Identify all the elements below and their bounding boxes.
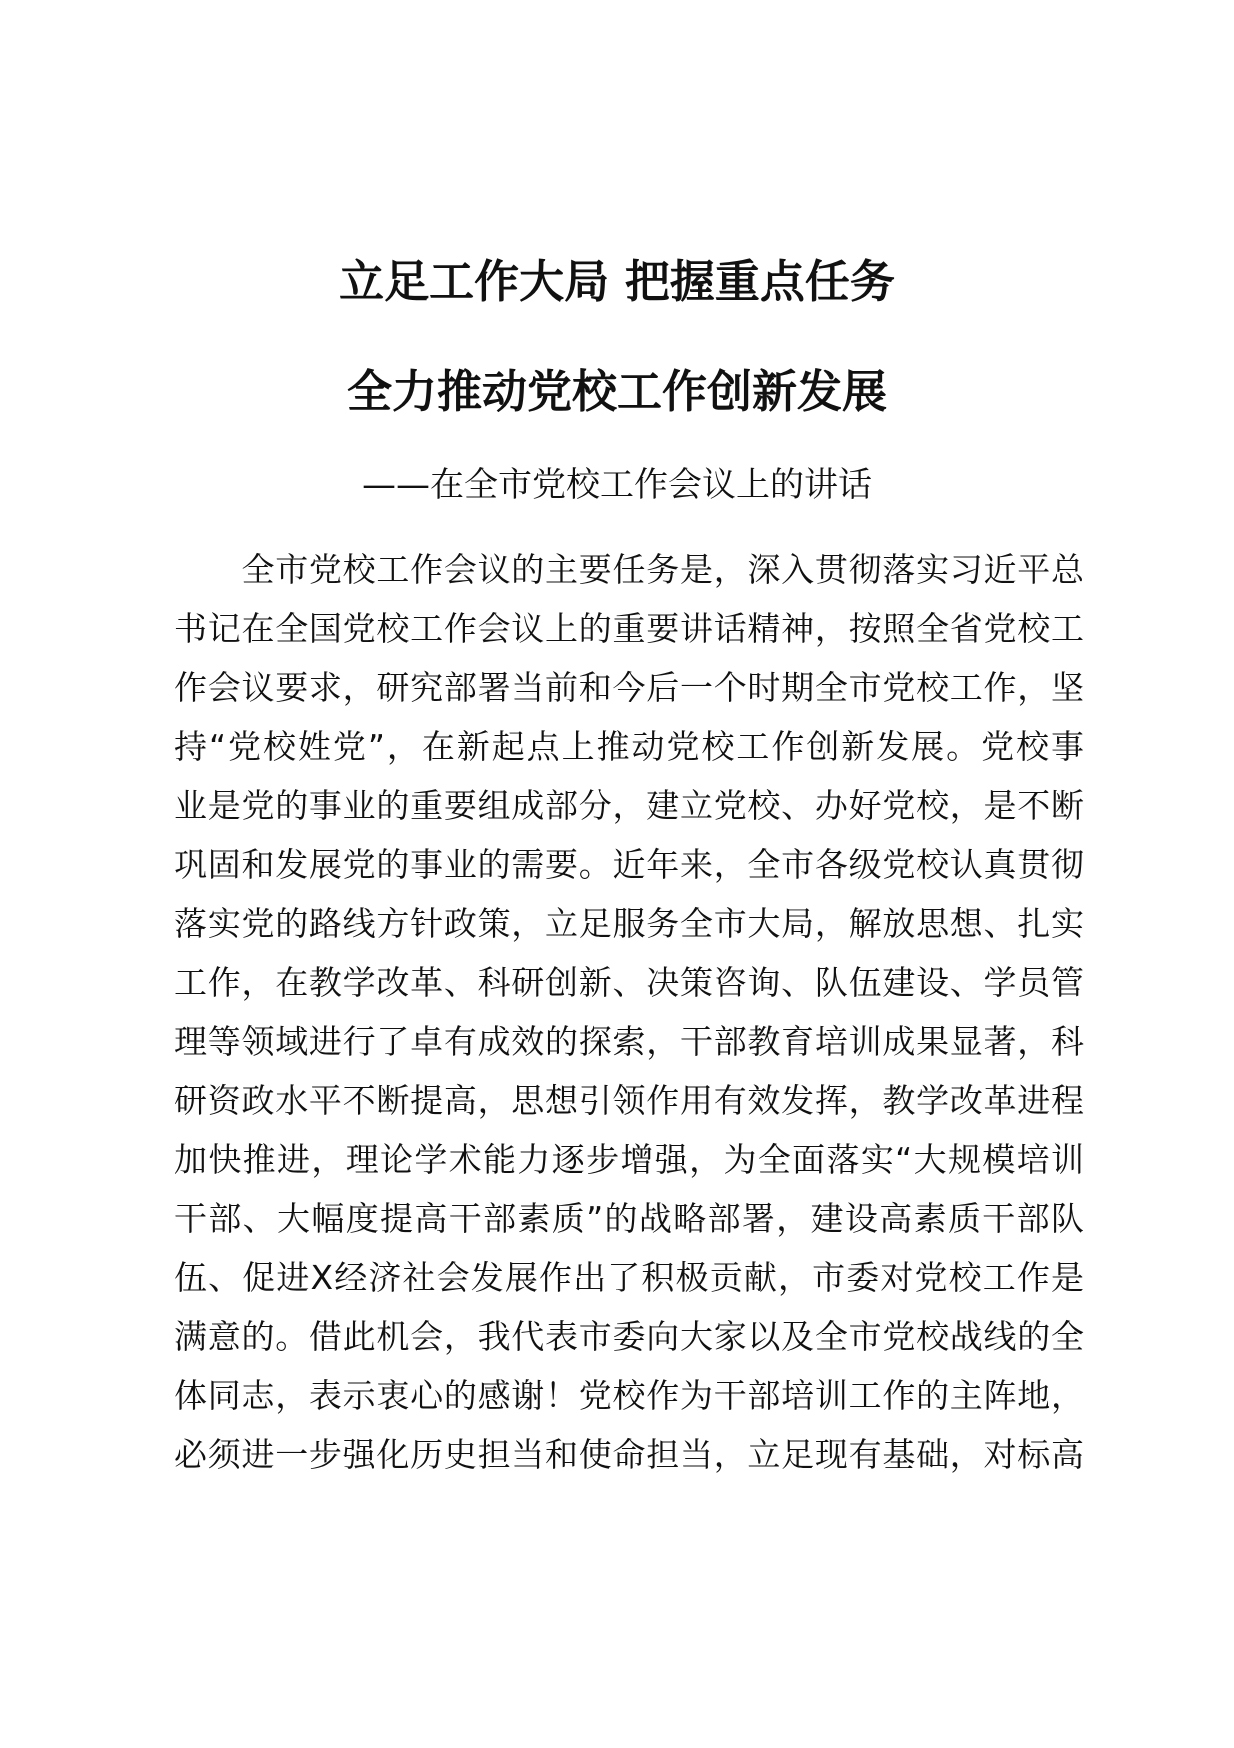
body-line: 干部、大幅度提高干部素质”的战略部署，建设高素质干部队 — [174, 1199, 1084, 1238]
body-line: 业是党的事业的重要组成部分，建立党校、办好党校，是不断 — [174, 786, 1084, 825]
body-line: 全市党校工作会议的主要任务是，深入贯彻落实习近平总 — [174, 550, 1084, 589]
body-line: 研资政水平不断提高，思想引领作用有效发挥，教学改革进程 — [174, 1081, 1084, 1120]
body-line: 加快推进，理论学术能力逐步增强，为全面落实“大规模培训 — [174, 1140, 1084, 1179]
body-line: 巩固和发展党的事业的需要。近年来，全市各级党校认真贯彻 — [174, 845, 1084, 884]
body-line: 理等领域进行了卓有成效的探索，干部教育培训成果显著，科 — [174, 1022, 1084, 1061]
body-line: 持“党校姓党”，在新起点上推动党校工作创新发展。党校事 — [174, 727, 1084, 766]
title-line-1: 立足工作大局 把握重点任务 — [339, 255, 895, 308]
body-line: 工作，在教学改革、科研创新、决策咨询、队伍建设、学员管 — [174, 963, 1084, 1002]
body-line: 必须进一步强化历史担当和使命担当，立足现有基础，对标高 — [174, 1435, 1084, 1474]
body-line: 伍、促进X经济社会发展作出了积极贡献，市委对党校工作是 — [174, 1258, 1084, 1297]
subtitle: ——在全市党校工作会议上的讲话 — [362, 465, 872, 505]
body-line: 满意的。借此机会，我代表市委向大家以及全市党校战线的全 — [174, 1317, 1084, 1356]
title-line-2: 全力推动党校工作创新发展 — [346, 365, 887, 418]
body-line: 体同志，表示衷心的感谢！党校作为干部培训工作的主阵地， — [174, 1376, 1084, 1415]
body-line: 书记在全国党校工作会议上的重要讲话精神，按照全省党校工 — [174, 609, 1084, 648]
body-line: 作会议要求，研究部署当前和今后一个时期全市党校工作，坚 — [174, 668, 1084, 707]
body-text — [174, 540, 1084, 1484]
body-line: 落实党的路线方针政策，立足服务全市大局，解放思想、扎实 — [174, 904, 1084, 943]
